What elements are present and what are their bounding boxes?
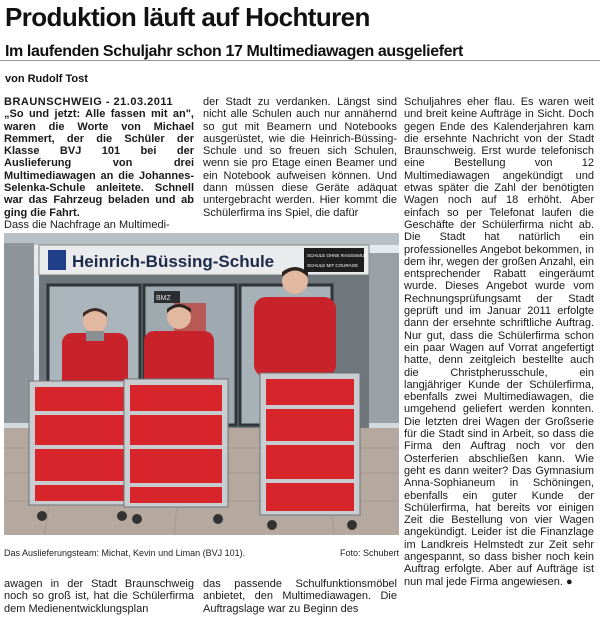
sign-side-bottom: SCHULE MIT COURAGE	[307, 263, 359, 268]
dateline: BRAUNSCHWEIG - 21.03.2011	[4, 96, 173, 108]
column-1-bottom	[4, 578, 194, 615]
column-1	[4, 96, 194, 231]
door-label: BMZ	[156, 295, 171, 302]
end-mark: ●	[566, 575, 573, 588]
column-2-bottom-text: das passende Schulfunktionsmöbel anbietet, den Multimediawagen. Die Auftragslage war zu Beginn des	[203, 578, 397, 615]
school-sign: Heinrich-Büssing-Schule	[72, 252, 275, 271]
column-3	[404, 96, 594, 588]
headline: Produktion läuft auf Hochturen	[5, 2, 370, 32]
lead-paragraph	[4, 96, 194, 219]
sign-side-top: SCHULE OHNE RASSISMUS	[307, 253, 368, 258]
column-2	[203, 96, 397, 219]
cart-2	[124, 379, 228, 524]
column-1-tail: Dass die Nachfrage an Multimedi-	[4, 218, 170, 231]
lead-text: „So und jetzt: Alle fassen mit an", waren die Worte von Michael Remmert, der die Schüler der Klasse BVJ 101 bei der Auslieferung von drei Multimediawagen an die Johannes-Selenka-Schule anleitete. Schnell war das Fahrzeug beladen und ab ging die Fahrt.	[4, 108, 194, 219]
divider	[0, 60, 600, 61]
caption-text: Das Auslieferungsteam: Michat, Kevin und Liman (BVJ 101).	[4, 548, 246, 558]
photo-credit: Foto: Schubert	[339, 548, 399, 558]
cart-3	[260, 373, 360, 530]
subheadline: Im laufenden Schuljahr schon 17 Multimediawagen ausgeliefert	[5, 43, 463, 60]
byline: von Rudolf Tost	[5, 73, 88, 85]
column-1-bottom-text: awagen in der Stadt Braunschweig noch so groß ist, hat die Schülerfirma dem Medienentwicklungsplan	[4, 578, 194, 615]
photo-caption	[4, 548, 399, 558]
article-photo	[4, 233, 399, 535]
photo-illustration	[4, 233, 399, 535]
column-2-text: der Stadt zu verdanken. Längst sind nicht alle Schulen auch nur annähernd so gut mit Beamern und Notebooks ausgerüstet, wie die Heinrich-Büssing-Schule und so freuen sich Schulen, wenn sie pro Etage einen Beamer und ein Notebook aufweisen können. Und dann müssen diese Geräte adäquat untergebracht werden. Hier kommt die Schülerfirma ins Spiel, die dafür	[203, 96, 397, 219]
column-3-text: Schuljahres eher flau. Es waren weit und breit keine Aufträge in Sicht. Doch gegen Ende des Kalenderjahren kam die ersehnte Nachricht von der Stadt Braunschweig. Erst wurde telefonisch eine Bestellung von 12 Multimediawagen angekündigt und etwas später die Zahl der benötigten Wagen noch auf 18 erhöht. Aber einfach so per Telefonat laufen die Geschäfte der Schülerfirma nicht ab. Die Stadt hat natürlich ein professionelles Angebot bekommen, in dem ihr, wegen der großen Anzahl, ein entsprechender Rabatt eingeräumt wurde. Dieses Angebot wurde vom Rechnungsprüfungsamt der Stadt geprüft und im Januar 2011 erfolgte dann der ersehnte schriftliche Auftrag. Nur gut, dass die Schülerfirma schon ein paar Wagen auf Vorrat angefertigt hatte, denn zeitgleich bestellte auch die Christpherusschule, ein langjähriger Kunde der Schülerfirma, ebenfalls zwei Multimediawagen, die umgehend geliefert werden konnten. Die letzten drei Wagen der Großserie für die Stadt sind in Arbeit, so dass die Firma den Auftrag noch vor den Osterferien abschließen kann. Wie geht es dann weiter? Das Gymnasium Anna-Sophianeum in Schöningen, ebenfalls ein guter Kunde der Schülerfirma, hat bereits vor einigen Zeit die Bestellung von vier Wagen angekündigt. Leider ist die Finanzlage im Landkreis Helmstedt zur Zeit sehr angespannt, so dass bisher noch kein Auftrag erfolgte. Aber auf Aufträge ist nun mal jede Firma angewiesen.	[404, 96, 594, 588]
column-2-bottom	[203, 578, 397, 615]
cart-1	[29, 381, 131, 521]
